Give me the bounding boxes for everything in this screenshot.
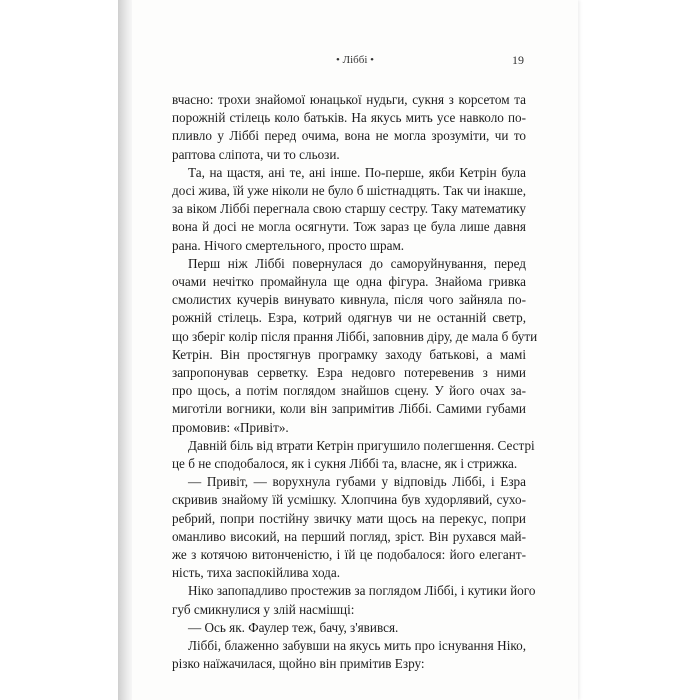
- text-line: про щось, а потім поглядом знайшов сцену. У його очах за-: [172, 383, 526, 399]
- text-line: вона й досі не могла осягнути. Тож зараз це була лише давня: [172, 219, 526, 235]
- body-text: [172, 91, 538, 674]
- text-line: промовив: «Привіт».: [172, 419, 289, 435]
- text-line: — Привіт, — ворухнула губами у відповідь Ліббі, і Езра: [188, 474, 526, 490]
- book-spine: [118, 0, 132, 700]
- text-line: очами нечітко промайнула ще одна фігура. Знайома гривка: [172, 274, 526, 290]
- text-line: смолистих кучерів винувато кивнула, після чого зайняла по-: [172, 292, 526, 308]
- text-line: пливло у Ліббі перед очима, вона не могла зрозуміти, чи то: [172, 128, 526, 144]
- text-line: Давній біль від втрати Кетрін пригушило полегшення. Сестрі: [188, 437, 535, 453]
- text-line: досі жива, їй уже ніколи не було б шістнадцять. Так чи інакше,: [172, 183, 526, 199]
- text-line: скривив знайому їй усмішку. Хлопчина був худорлявий, сухо-: [172, 492, 526, 508]
- text-line: порожній стілець коло батьків. На якусь мить усе навколо по-: [172, 110, 526, 126]
- text-line: рана. Нічого смертельного, просто шрам.: [172, 237, 405, 253]
- book-page: [132, 0, 578, 700]
- running-title: • Ліббі •: [336, 54, 374, 66]
- text-line: оманливо високий, на перший погляд, зріст. Він рухався май-: [172, 528, 526, 544]
- page-number: 19: [512, 53, 524, 67]
- text-line: губ смикнулися у злій насмішці:: [172, 601, 355, 617]
- text-line: Та, на щастя, ані те, ані інше. По-перше, якби Кетрін була: [188, 164, 526, 180]
- text-line: ребрий, попри постійну звичку мати щось на перекус, попри: [172, 510, 526, 526]
- text-line: миготіли вогники, коли він запримітив Ліббі. Самими губами: [172, 401, 526, 417]
- text-line: за віком Ліббі перегнала свою старшу сестру. Таку математику: [172, 201, 526, 217]
- page-header: [132, 54, 578, 70]
- text-line: — Ось як. Фаулер теж, бачу, з'явився.: [188, 619, 399, 635]
- text-line: раптова сліпота, чи то сльози.: [172, 146, 340, 162]
- text-line: різко наїжачилася, щойно він примітив Езру:: [172, 656, 425, 672]
- text-line: ність, тиха заспокійлива хода.: [172, 565, 341, 581]
- text-line: же з котячою витонченістю, і їй це подобалося: його елегант-: [172, 547, 526, 563]
- text-line: це б не сподобалося, як і сукня Ліббі та, власне, як і стрижка.: [172, 456, 518, 472]
- text-line: що зберіг колір після прання Ліббі, заповнив діру, де мала б бути: [172, 328, 538, 344]
- text-line: Перш ніж Ліббі повернулася до саморуйнування, перед: [188, 255, 526, 271]
- text-line: Ліббі, блаженно забувши на якусь мить про існування Ніко,: [188, 638, 526, 654]
- text-line: Кетрін. Він простягнув програмку заходу батькові, а мамі: [172, 346, 526, 362]
- text-line: запропонував серветку. Езра недовго потеревенив з ними: [172, 365, 526, 381]
- text-line: рожній стілець. Езра, котрий одягнув чи не останній светр,: [172, 310, 526, 326]
- text-line: Ніко запопадливо простежив за поглядом Ліббі, і кутики його: [188, 583, 536, 599]
- text-line: вчасно: трохи знайомої юнацької нудьги, сукня з корсетом та: [172, 92, 526, 107]
